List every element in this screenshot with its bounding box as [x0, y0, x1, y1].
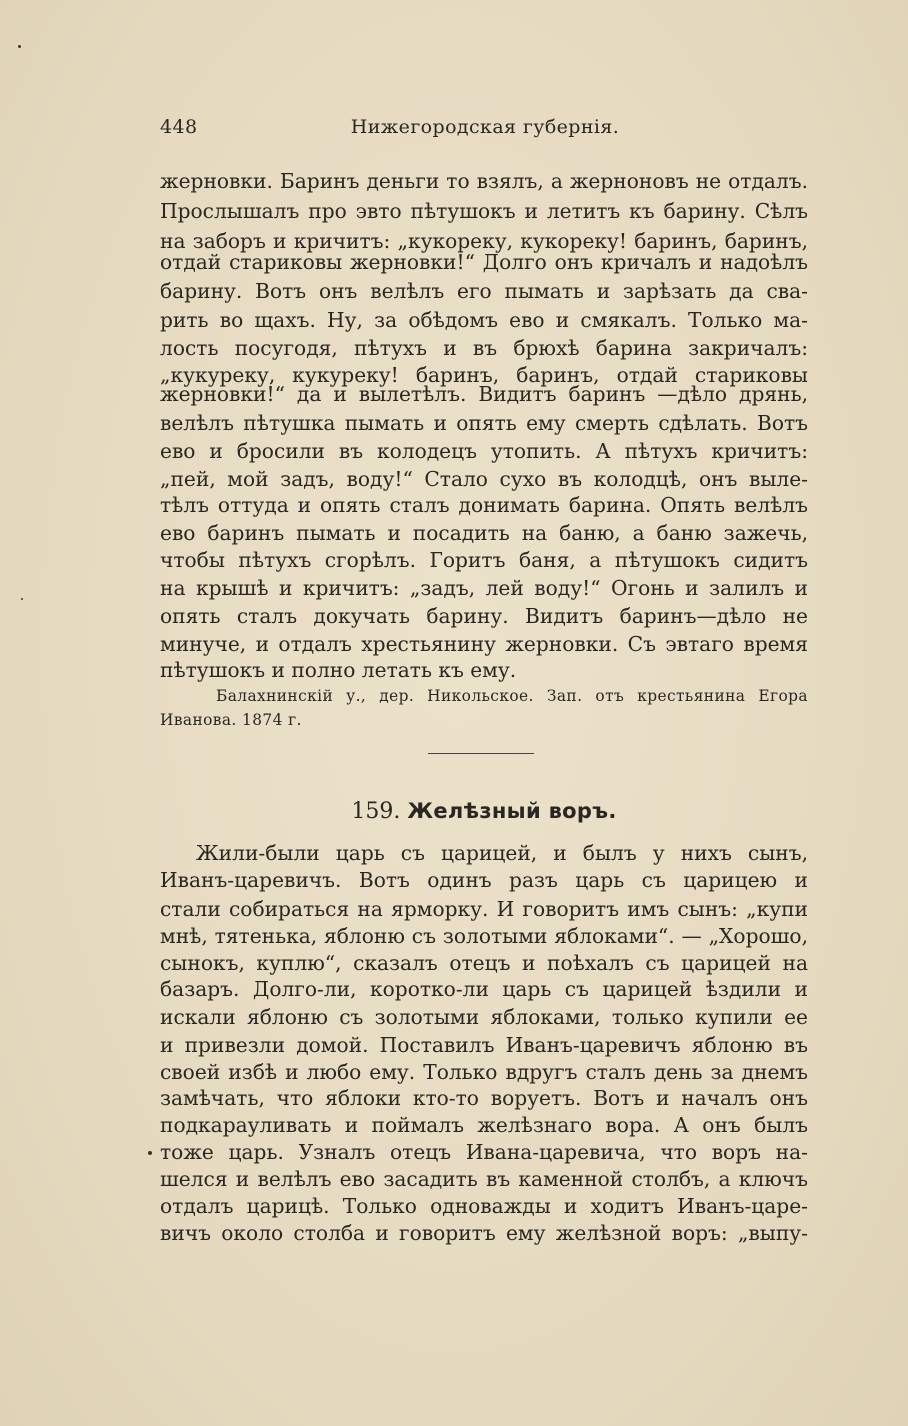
text-line: мнѣ, тятенька, яблоню съ золотыми яблоками“. — „Хорошо, — [160, 924, 808, 948]
paper-speck — [18, 45, 21, 48]
text-line: отдай стариковы жерновки!“ Долго онъ кричалъ и надоѣлъ — [160, 250, 808, 274]
text-line: барину. Вотъ онъ велѣлъ его пымать и зарѣзать да сва- — [160, 279, 808, 303]
text-line: Прослышалъ про эвто пѣтушокъ и летитъ къ барину. Сѣлъ — [160, 199, 808, 223]
text-line: искали яблоню съ золотыми яблоками, только купили ее — [160, 1005, 808, 1029]
text-line: замѣчать, что яблоки кто-то воруетъ. Вотъ и началъ онъ — [160, 1086, 808, 1110]
text-line: опять сталъ докучать барину. Видитъ баринъ—дѣло не — [160, 604, 808, 628]
text-line: сынокъ, куплю“, сказалъ отецъ и поѣхалъ съ царицей на — [160, 951, 808, 975]
paper-speck — [148, 1151, 152, 1155]
text-line: рить во щахъ. Ну, за обѣдомъ ево и смякалъ. Только ма- — [160, 308, 808, 332]
text-line: на крышѣ и кричитъ: „задъ, лей воду!“ Огонь и залилъ и — [160, 576, 808, 600]
text-line: своей избѣ и любо ему. Только вдругъ сталъ день за днемъ — [160, 1060, 808, 1084]
source-line: Иванова. 1874 г. — [160, 711, 302, 729]
text-line: жерновки. Баринъ деньги то взялъ, а жерноновъ не отдалъ. — [160, 169, 808, 193]
running-title: Нижегородская губернія. — [350, 116, 620, 138]
text-line: велѣлъ пѣтушка пымать и опять ему смерть сдѣлать. Вотъ — [160, 411, 808, 435]
text-line: вичъ около столба и говоритъ ему желѣзной воръ: „выпу- — [160, 1221, 808, 1245]
tale-title: Желѣзный воръ. — [407, 799, 617, 823]
section-divider — [428, 753, 534, 754]
text-line: „пей, мой задъ, воду!“ Стало сухо въ колодцѣ, онъ выле- — [160, 467, 808, 491]
text-line: шелся и велѣлъ ево засадить въ каменной столбъ, а ключъ — [160, 1167, 808, 1191]
text-line: тоже царь. Узналъ отецъ Ивана-царевича, что воръ на- — [160, 1140, 808, 1164]
text-line: „кукуреку, кукуреку! баринъ, баринъ, отдай стариковы — [160, 363, 808, 387]
text-line: и привезли домой. Поставилъ Иванъ-царевичъ яблоню въ — [160, 1033, 808, 1057]
text-line: Иванъ-царевичъ. Вотъ одинъ разъ царь съ царицею и — [160, 868, 808, 892]
text-line: на заборъ и кричитъ: „кукореку, кукореку! баринъ, баринъ, — [160, 229, 808, 253]
text-line: ево и бросили въ колодецъ утопить. А пѣтухъ кричитъ: — [160, 439, 808, 463]
text-line: лость посугодя, пѣтухъ и въ брюхѣ барина закричалъ: — [160, 336, 808, 360]
text-line: Жили-были царь съ царицей, и былъ у нихъ сынъ, — [196, 841, 808, 865]
text-line: тѣлъ оттуда и опять сталъ донимать барина. Опять велѣлъ — [160, 493, 808, 517]
text-line: чтобы пѣтухъ сгорѣлъ. Горитъ баня, а пѣтушокъ сидитъ — [160, 548, 808, 572]
tale-number: 159. — [351, 799, 401, 824]
text-line: отдалъ царицѣ. Только одноважды и ходитъ Иванъ-царе- — [160, 1194, 808, 1218]
text-line: подкарауливать и поймалъ желѣзнаго вора. А онъ былъ — [160, 1113, 808, 1137]
text-line: минуче, и отдалъ хрестьянину жерновки. Съ эвтаго время — [160, 632, 808, 656]
text-line: стали собираться на ярморку. И говоритъ имъ сынъ: „купи — [160, 897, 808, 921]
page-header — [160, 116, 810, 142]
source-line: Балахнинскій у., дер. Никольское. Зап. отъ крестьянина Егора — [216, 687, 808, 705]
text-line: жерновки!“ да и вылетѣлъ. Видитъ баринъ —дѣло дрянь, — [160, 382, 808, 406]
text-line: базаръ. Долго-ли, коротко-ли царь съ царицей ѣздили и — [160, 977, 808, 1001]
text-line: пѣтушокъ и полно летать къ ему. — [160, 658, 517, 682]
text-line: ево баринъ пымать и посадить на баню, а баню зажечь, — [160, 521, 808, 545]
tale-heading — [160, 796, 808, 826]
paper-speck — [21, 598, 23, 600]
page-number: 448 — [160, 116, 198, 138]
